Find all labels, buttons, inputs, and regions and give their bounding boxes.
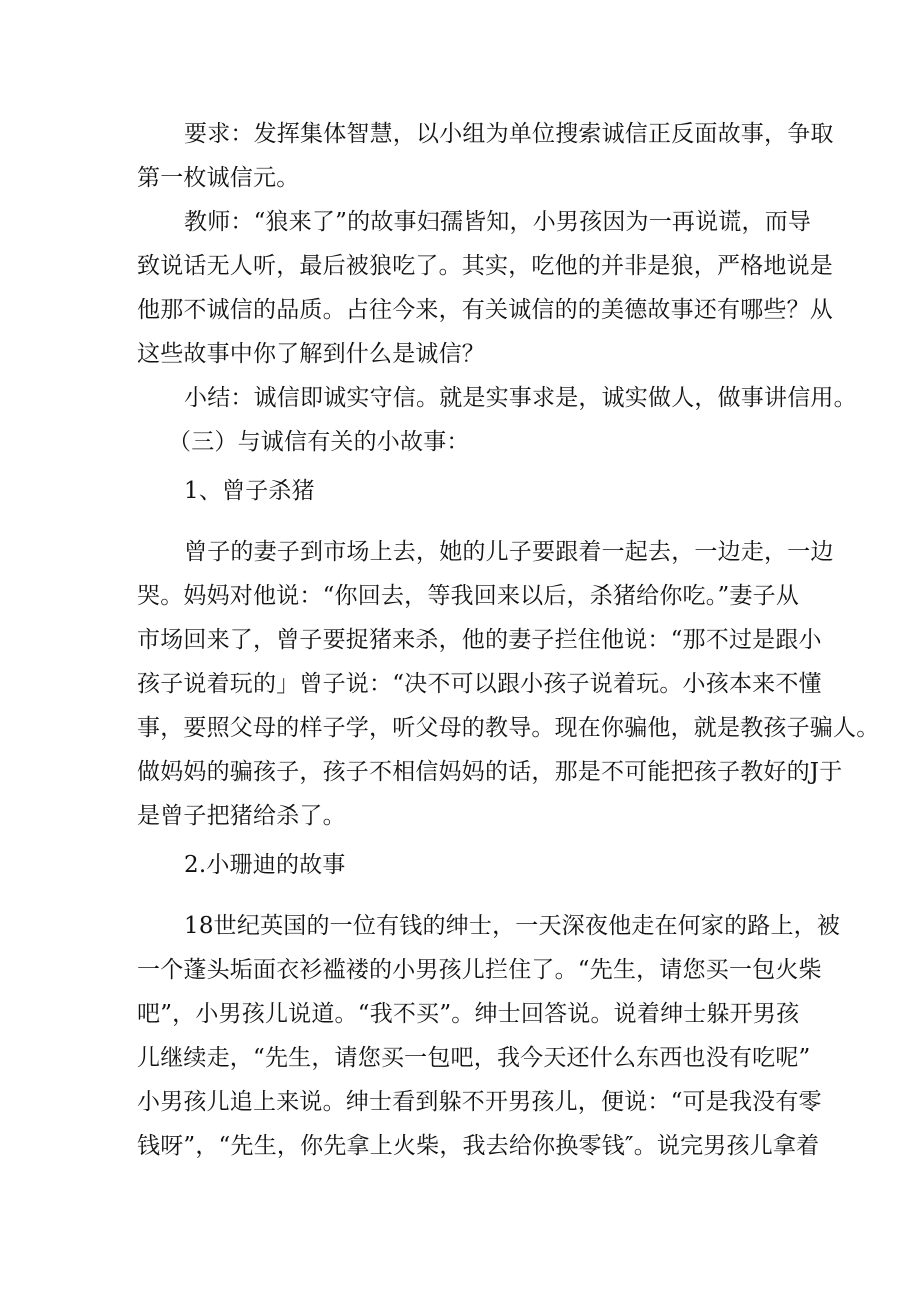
story-1-line-3: 市场回来了，曾子要捉猪来杀，他的妻子拦住他说：“那不过是跟小 [137, 627, 822, 653]
paragraph-teacher-line-4: 这些故事中你了解到什么是诚信？ [137, 341, 485, 367]
story-1-line-2: 哭。妈妈对他说：“你回去，等我回来以后，杀猪给你吃。”妻子从 [137, 583, 800, 609]
paragraph-summary: 小结：诚信即诚实守信。就是实事求是，诚实做人，做事讲信用。 [184, 385, 857, 411]
story-2-line-2: 一个蓬头垢面衣衫褴褛的小男孩儿拦住了。“先生，请您买一包火柴 [137, 957, 822, 983]
story-1-line-1: 曾子的妻子到市场上去，她的儿子要跟着一起去，一边走，一边 [184, 539, 834, 565]
story-2-line-4: 儿继续走，“先生，请您买一包吧，我今天还什么东西也没有吃呢” [137, 1045, 811, 1071]
story-2-line-5: 小男孩儿追上来说。绅士看到躲不开男孩儿，便说：“可是我没有零 [137, 1089, 822, 1115]
story-2-title: 2.小珊迪的故事 [184, 852, 346, 878]
story-1-line-6: 做妈妈的骗孩子，孩子不相信妈妈的话，那是不可能把孩子教好的J于 [137, 759, 843, 785]
paragraph-teacher-line-1: 教师：“狼来了”的故事妇孺皆知，小男孩因为一再说谎，而导 [184, 209, 812, 235]
story-1-line-4: 孩子说着玩的」曾子说：“决不可以跟小孩子说着玩。小孩本来不懂 [137, 671, 822, 697]
paragraph-requirement-line-2: 第一枚诚信元。 [137, 165, 300, 191]
paragraph-teacher-line-3: 他那不诚信的品质。占往今来，有关诚信的的美德故事还有哪些？从 [137, 297, 833, 323]
story-2-line-1: 18世纪英国的一位有钱的绅士，一天深夜他走在何家的路上，被 [184, 913, 841, 939]
paragraph-teacher-line-2: 致说话无人听，最后被狼吃了。其实，吃他的并非是狼，严格地说是 [137, 253, 833, 279]
story-2-line-3: 吧”，小男孩儿说道。“我不买”。绅士回答说。说着绅士躲开男孩 [137, 1001, 800, 1027]
story-1-line-7: 是曾子把猪给杀了。 [137, 803, 346, 829]
story-1-title: 1、曾子杀猪 [184, 478, 315, 504]
paragraph-requirement-line-1: 要求：发挥集体智慧，以小组为单位搜索诚信正反面故事，争取 [184, 121, 834, 147]
story-2-line-6: 钱呀”，“先生，你先拿上火柴，我去给你换零钱″。说完男孩儿拿着 [137, 1133, 820, 1159]
section-heading: （三）与诚信有关的小故事： [168, 429, 470, 455]
story-1-line-5: 事，要照父母的样子学，听父母的教导。现在你骗他，就是教孩子骗人。 [137, 715, 880, 741]
